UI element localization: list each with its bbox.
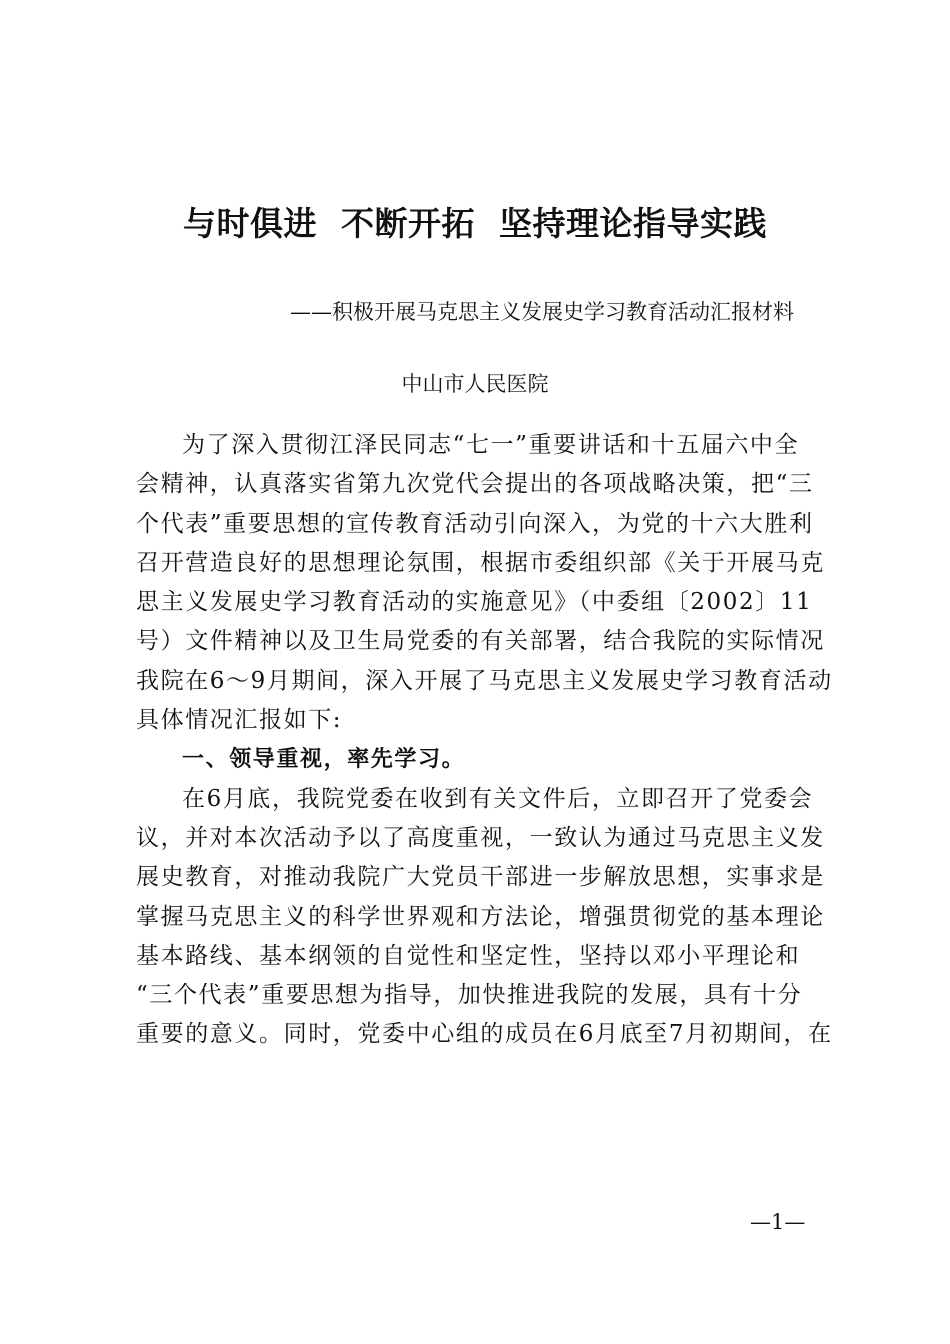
paragraph-line: 号）文件精神以及卫生局党委的有关部署，结合我院的实际情况 [136, 628, 825, 655]
paragraph-line: 议，并对本次活动予以了高度重视，一致认为通过马克思主义发 [136, 824, 825, 851]
paragraph-line: “三个代表”重要思想为指导，加快推进我院的发展，具有十分 [136, 982, 803, 1009]
paragraph-line: 展史教育，对推动我院广大党员干部进一步解放思想，实事求是 [136, 864, 825, 891]
paragraph-line: 我院在6～9月期间，深入开展了马克思主义发展史学习教育活动 [136, 667, 833, 694]
paragraph-line: 在6月底，我院党委在收到有关文件后，立即召开了党委会 [182, 785, 814, 812]
paragraph-line: 召开营造良好的思想理论氛围，根据市委组织部《关于开展马克 [136, 549, 825, 576]
paragraph-line: 掌握马克思主义的科学世界观和方法论，增强贯彻党的基本理论 [136, 903, 825, 930]
paragraph-line: 基本路线、基本纲领的自觉性和坚定性，坚持以邓小平理论和 [136, 942, 801, 969]
paragraph-line: 个代表”重要思想的宣传教育活动引向深入，为党的十六大胜利 [136, 510, 814, 537]
section-heading: 一、领导重视，率先学习。 [182, 747, 466, 773]
paragraph-line: 重要的意义。同时，党委中心组的成员在6月底至7月初期间，在 [136, 1021, 833, 1048]
paragraph-line: 思主义发展史学习教育活动的实施意见》（中委组〔2002〕11 [136, 589, 813, 616]
paragraph-line: 为了深入贯彻江泽民同志“七一”重要讲话和十五届六中全 [182, 432, 800, 458]
document-body [136, 426, 852, 1055]
page-number: —1— [750, 1210, 806, 1234]
document-title: 与时俱进 不断开拓 坚持理论指导实践 [183, 204, 767, 243]
paragraph-line: 会精神，认真落实省第九次党代会提出的各项战略决策，把“三 [136, 471, 814, 498]
organization-name: 中山市人民医院 [401, 372, 549, 396]
paragraph-line: 具体情况汇报如下: [136, 707, 343, 734]
document-subtitle: ——积极开展马克思主义发展史学习教育活动汇报材料 [290, 300, 794, 324]
